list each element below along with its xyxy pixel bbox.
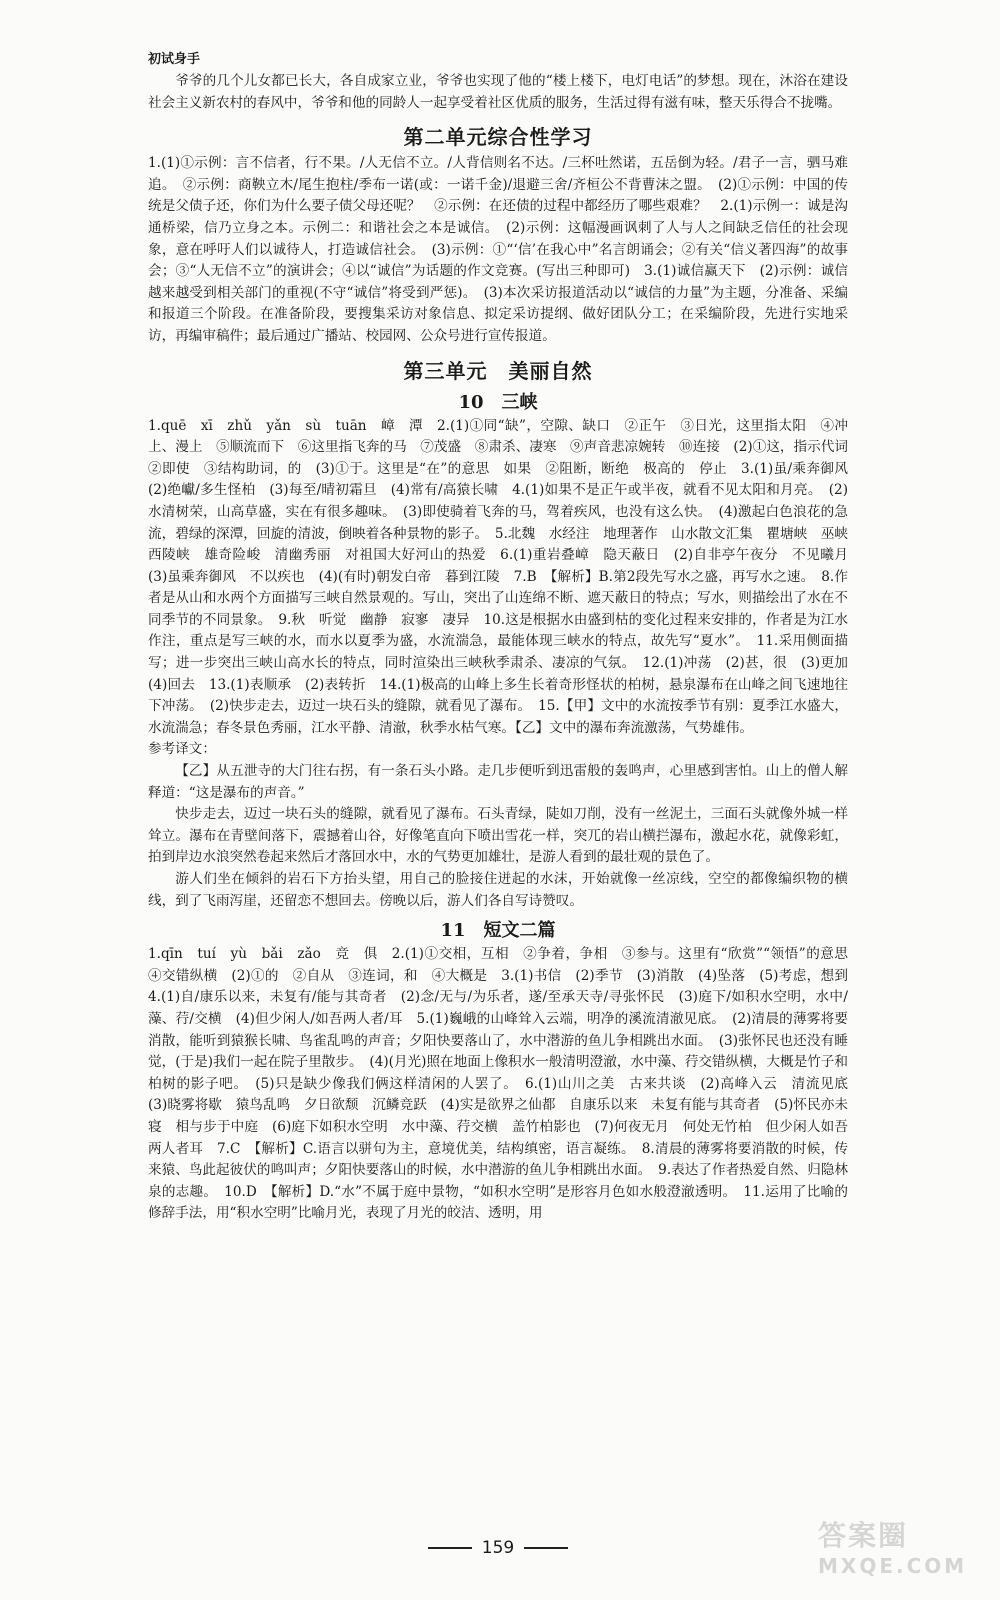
lesson-10-title: 10 三峡 xyxy=(458,391,538,413)
translation-paragraph: 快步走去，迈过一块石头的缝隙，就看见了瀑布。石头青绿，陡如刀削，没有一丝泥土，三面石头就像外城一样耸立。瀑布在青壁间落下，震撼着山谷，好像笔直向下喷出雪花一样，突兀的岩山横拦瀑布，激起水花，就像彩虹，拍到岸边水浪突然卷起来然后才落回水中，水的气势更加雄壮，是游人看到的最壮观的景色了。 xyxy=(148,806,848,866)
translation-paragraph: 游人们坐在倾斜的岩石下方抬头望，用自己的脸接住迸起的水沫，开始就像一丝凉线，空空的都像编织物的横线，到了飞雨泻崖，还留恋不想回去。傍晚以后，游人们各自写诗赞叹。 xyxy=(148,871,848,909)
watermark-logo xyxy=(818,1514,978,1580)
section-2-answers: 1.(1)①示例：言不信者，行不果。/人无信不立。/人背信则名不达。/三杯吐然诺，五岳倒为轻。/君子一言，驷马难追。 ②示例：商鞅立木/尾生抱柱/季布一诺(或：一诺千金)/退避三舍/齐桓公不背曹沫之盟。 (2)①示例：中国的传统是父债子还，你们为什么要子债父母还呢？ ②示例：在还债的过程中都经历了哪些艰难？ 2.(1)示例一：诚是沟通桥梁，信乃立身之本。示例二：和谐社会之本是诚信。 (2)示例：这幅漫画讽刺了人与人之间缺乏信任的社会现象，意在呼吁人们以诚待人，打造诚信社会。 (3)示例：①“‘信’在我心中”名言朗诵会；②有关“信义著四海”的故事会；③“人无信不立”的演讲会；④以“诚信”为话题的作文竞赛。(写出三种即可) 3.(1)诚信赢天下 (2)示例：诚信越来越受到相关部门的重视(不守“诚信”将受到严惩)。 (3)本次采访报道活动以“诚信的力量”为主题，分准备、采编和报道三个阶段。在准备阶段，要搜集采访对象信息、拟定采访提纲、做好团队分工；在采编阶段，先进行实地采访，再编审稿件；最后通过广播站、校园网、公众号进行宣传报道。 xyxy=(148,155,848,344)
section-3-title: 第三单元 美丽自然 xyxy=(403,358,593,383)
section-2-title: 第二单元综合性学习 xyxy=(403,125,593,150)
lead-text: 爷爷的几个儿女都已长大，各自成家立业，爷爷也实现了他的“楼上楼下，电灯电话”的梦想。现在，沐浴在建设社会主义新农村的春风中，爷爷和他的同龄人一起享受着社区优质的服务，生活过得有滋有味，整天乐得合不拢嘴。 xyxy=(148,73,848,111)
page-number-dash xyxy=(428,1547,472,1549)
watermark-bottom: MXQE.COM xyxy=(818,1554,968,1578)
page-number-dash xyxy=(524,1547,568,1549)
page-number-value: 159 xyxy=(481,1538,515,1558)
lesson-11-title: 11 短文二篇 xyxy=(440,920,556,942)
translation-label: 参考译文： xyxy=(148,741,216,758)
translation-paragraph: 【乙】从五泄寺的大门往右拐，有一条石头小路。走几步便听到迅雷般的轰鸣声，心里感到害怕。山上的僧人解释道：“这是瀑布的声音。” xyxy=(148,763,848,801)
lead-label: 初试身手 xyxy=(148,52,201,67)
lesson-11-answers: 1.qīn tuí yù bǎi zǎo 竞 俱 2.(1)①交相，互相 ②争着，争相 ③参与。这里有“欣赏”“领悟”的意思 ④交错纵横 (2)①的 ②自从 ③连词，和 ④大概是 3.(1)书信 (2)季节 (3)消散 (4)坠落 (5)考虑，想到 4.(1)自/康乐以来，未复有/能与其奇者 (2)念/无与/为乐者，遂/至承天寺/寻张怀民 (3)庭下/如积水空明，水中/藻、荇/交横 (4)但少闲人/如吾两人者/耳 5.(1)巍峨的山峰耸入云端，明净的溪流清澈见底。 (2)清晨的薄雾将要消散，能听到猿猴长啸、鸟雀乱鸣的声音；夕阳快要落山了，水中潜游的鱼儿争相跳出水面。 (3)张怀民也还没有睡觉，(于是)我们一起在院子里散步。 (4)(月光)照在地面上像积水一般清明澄澈，水中藻、荇交错纵横，大概是竹子和柏树的影子吧。 (5)只是缺少像我们俩这样清闲的人罢了。 6.(1)山川之美 古来共谈 (2)高峰入云 清流见底 (3)晓雾将歇 猿鸟乱鸣 夕日欲颓 沉鳞竞跃 (4)实是欲界之仙都 自康乐以来 未复有能与其奇者 (5)怀民亦未寝 相与步于中庭 (6)庭下如积水空明 水中藻、荇交横 盖竹柏影也 (7)何夜无月 何处无竹柏 但少闲人如吾两人者耳 7.C 【解析】C.语言以骈句为主，意境优美，结构缜密，语言凝练。 8.清晨的薄雾将要消散的时候，传来猿、鸟此起彼伏的鸣叫声；夕阳快要落山的时候，水中潜游的鱼儿争相跳出水面。 9.表达了作者热爱自然、归隐林泉的志趣。 10.D 【解析】D.“水”不属于庭中景物，“如积水空明”是形容月色如水般澄澈透明。 11.运用了比喻的修辞手法，用“积水空明”比喻月光，表现了月光的皎洁、透明，用 xyxy=(148,946,862,1222)
watermark-top: 答案圈 xyxy=(818,1519,909,1552)
page-number xyxy=(148,1538,848,1558)
lesson-10-answers: 1.quē xī zhǔ yǎn sù tuān 嶂 潭 2.(1)①同“缺”，空隙、缺口 ②正午 ③日光，这里指太阳 ④冲上、漫上 ⑤顺流而下 ⑥这里指飞奔的马 ⑦茂盛 ⑧肃杀、凄寒 ⑨声音悲凉婉转 ⑩连接 (2)①这，指示代词 ②即使 ③结构助词，的 (3)①于。这里是“在”的意思 如果 ②阻断，断绝 极高的 停止 3.(1)虽/乘奔御风 (2)绝巘/多生怪柏 (3)每至/晴初霜旦 (4)常有/高猿长啸 4.(1)如果不是正午或半夜，就看不见太阳和月亮。 (2)水清树荣，山高草盛，实在有很多趣味。 (3)即使骑着飞奔的马，驾着疾风，也没有这么快。 (4)激起白色浪花的急流，碧绿的深潭，回旋的清波，倒映着各种景物的影子。 5.北魏 水经注 地理著作 山水散文汇集 瞿塘峡 巫峡 西陵峡 雄奇险峻 清幽秀丽 对祖国大好河山的热爱 6.(1)重岩叠嶂 隐天蔽日 (2)自非亭午夜分 不见曦月 (3)虽乘奔御风 不以疾也 (4)(有时)朝发白帝 暮到江陵 7.B 【解析】B.第2段先写水之盛，再写水之速。 8.作者是从山和水两个方面描写三峡自然景观的。写山，突出了山连绵不断、遮天蔽日的特点；写水，则描绘出了水在不同季节的不同景象。 9.秋 听觉 幽静 寂寥 凄异 10.这是根据水由盛到枯的变化过程来安排的，作者是为江水作注，重点是写三峡的水，而水以夏季为盛，水流湍急，最能体现三峡水的特点，故先写“夏水”。 11.采用侧面描写；进一步突出三峡山高水长的特点，同时渲染出三峡秋季肃杀、凄凉的气氛。 12.(1)冲荡 (2)甚，很 (3)更加 (4)回去 13.(1)表顺承 (2)表转折 14.(1)极高的山峰上多生长着奇形怪状的柏树，悬泉瀑布在山峰之间飞速地往下冲荡。 (2)快步走去，迈过一块石头的缝隙，就看见了瀑布。 15.【甲】文中的水流按季节有别：夏季江水盛大，水流湍急；春冬景色秀丽，江水平静、清澈，秋季水枯气寒。【乙】文中的瀑布奔流激荡，气势雄伟。 xyxy=(148,417,862,736)
answer-page xyxy=(148,0,862,1600)
